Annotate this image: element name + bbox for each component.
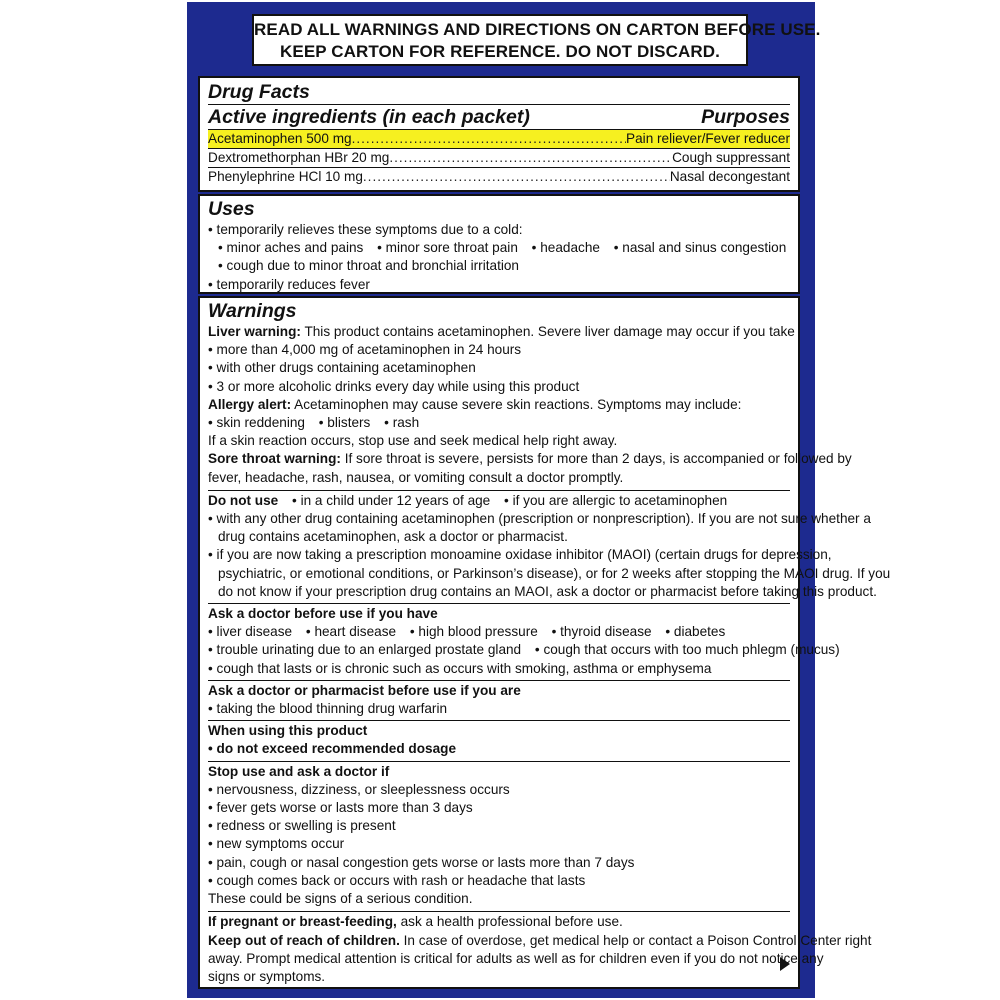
ingredient-row: Acetaminophen 500 mg ..... Pain reliever/Fever reducer	[208, 129, 790, 148]
pregnancy-section: If pregnant or breast-feeding, ask a health professional before use. Keep out of reach of children. In case of overdose, get medical help or contact a Poison Control Center right away. Prompt medical attention is critical for adults as well as for children even if you do not notice any signs or symptoms.	[208, 911, 790, 986]
stop-use-after: These could be signs of a serious condition.	[208, 891, 473, 907]
when-using-title: When using this product	[208, 723, 368, 739]
notice-line-1: READ ALL WARNINGS AND DIRECTIONS ON CARTON BEFORE USE.	[254, 20, 821, 39]
ask-doctor-section: Ask a doctor before use if you have • liver disease • heart disease • high blood pressure • thyroid disease • diabetes • trouble urinating due to an enlarged prostate gland • cough that occurs with too much phlegm (mucus) • cough that lasts or is chronic such as occurs with smoking, asthma or emphysema	[208, 603, 790, 678]
uses-symptoms-row: • minor aches and pains • minor sore throat pain • headache • nasal and sinus congestion	[208, 239, 790, 257]
list-item: • redness or swelling is present	[208, 817, 790, 835]
ingredient-row: Phenylephrine HCl 10 mg ..... Nasal decongestant	[208, 167, 790, 186]
notice-line-2: KEEP CARTON FOR REFERENCE. DO NOT DISCARD.	[280, 42, 720, 61]
list-item: • do not exceed recommended dosage	[208, 740, 790, 758]
list-item: • taking the blood thinning drug warfarin	[208, 700, 790, 718]
sore-throat-line-2: fever, headache, rash, nausea, or vomiting consult a doctor promptly.	[208, 469, 624, 485]
uses-symptom-cough: • cough due to minor throat and bronchial irritation	[208, 257, 790, 275]
allergy-after: If a skin reaction occurs, stop use and seek medical help right away.	[208, 433, 618, 449]
list-item: • if you are now taking a prescription monoamine oxidase inhibitor (MAOI) (certain drugs for depression,	[208, 546, 790, 564]
sore-throat-warning: Sore throat warning: If sore throat is severe, persists for more than 2 days, is accompanied or followed by	[208, 451, 852, 467]
purposes-heading: Purposes	[701, 106, 790, 128]
list-item: • cough that lasts or is chronic such as occurs with smoking, asthma or emphysema	[208, 660, 790, 678]
do-not-use-label: Do not use	[208, 492, 279, 508]
uses-panel	[198, 194, 800, 294]
ask-pharmacist-title: Ask a doctor or pharmacist before use if you are	[208, 682, 521, 698]
list-item: • cough comes back or occurs with rash or headache that lasts	[208, 872, 790, 890]
active-ingredients-heading: Active ingredients (in each packet)	[208, 106, 530, 128]
list-item: • fever gets worse or lasts more than 3 days	[208, 799, 790, 817]
keep-out-of-reach: Keep out of reach of children. In case of overdose, get medical help or contact a Poison Control Center right	[208, 932, 872, 948]
ask-pharmacist-section	[208, 680, 790, 718]
list-item: • with any other drug containing acetaminophen (prescription or nonprescription). If you are not sure whether a	[208, 510, 790, 528]
list-item: • 3 or more alcoholic drinks every day while using this product	[208, 378, 790, 396]
list-item: • pain, cough or nasal congestion gets worse or lasts more than 7 days	[208, 854, 790, 872]
stop-use-section	[208, 761, 790, 909]
list-item: • with other drugs containing acetaminophen	[208, 359, 790, 377]
liver-warning: Liver warning: This product contains acetaminophen. Severe liver damage may occur if you take	[208, 324, 795, 339]
drug-facts-panel	[198, 76, 800, 192]
uses-title: Uses	[208, 198, 255, 220]
do-not-use-section: Do not use • in a child under 12 years of age • if you are allergic to acetaminophen • with any other drug containing acetaminophen (prescription or nonprescription). If you are not sure whether a drug contains acetaminophen, ask a doctor or pharmacist. • if you are now taking a prescription monoamine oxidase inhibitor (MAOI) (certain drugs for depression, psychiatric, or emotional conditions, or Parkinson’s disease), or for 2 weeks after stopping the MAOI drug. If you do not know if your prescription drug contains an MAOI, ask a doctor or pharmacist before taking this product.	[208, 490, 790, 601]
warnings-panel	[198, 296, 891, 989]
ask-doctor-title: Ask a doctor before use if you have	[208, 606, 438, 622]
ingredient-row: Dextromethorphan HBr 20 mg ..... Cough suppressant	[208, 148, 790, 167]
list-item: • new symptoms occur	[208, 835, 790, 853]
when-using-section	[208, 720, 790, 758]
drug-facts-title: Drug Facts	[208, 81, 310, 103]
allergy-symptoms: • skin reddening • blisters • rash	[208, 414, 790, 432]
active-ingredients-header	[208, 104, 790, 129]
carton-notice	[252, 14, 821, 66]
uses-fever: • temporarily reduces fever	[208, 276, 790, 294]
warnings-title: Warnings	[208, 300, 297, 322]
list-item: • nervousness, dizziness, or sleeplessness occurs	[208, 781, 790, 799]
allergy-alert: Allergy alert: Acetaminophen may cause severe skin reactions. Symptoms may include:	[208, 396, 742, 412]
uses-intro: • temporarily relieves these symptoms due to a cold:	[208, 221, 790, 239]
continue-arrow-icon	[780, 957, 790, 971]
stop-use-title: Stop use and ask a doctor if	[208, 763, 390, 779]
list-item: • more than 4,000 mg of acetaminophen in 24 hours	[208, 341, 790, 359]
